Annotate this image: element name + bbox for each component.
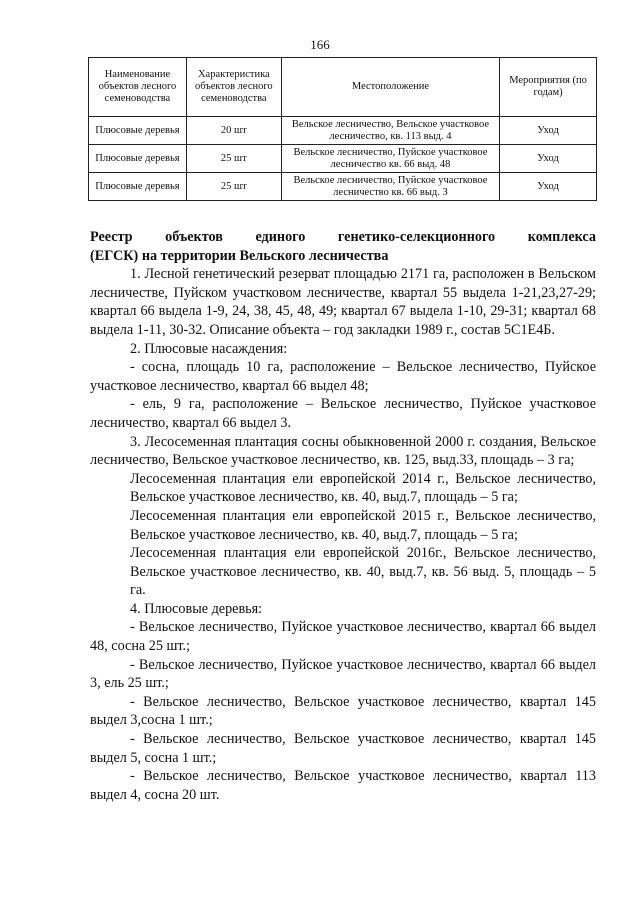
cell-location: Вельское лесничество, Вельское участковое лесничество, кв. 113 выд. 4: [281, 117, 499, 145]
seed-objects-table: [88, 57, 597, 201]
list-item: - Вельское лесничество, Вельское участковое лесничество, квартал 145 выдел 3,сосна 1 шт.;: [90, 693, 596, 729]
column-header-location: Местоположение: [281, 58, 499, 117]
list-item: - Вельское лесничество, Пуйское участковое лесничество, квартал 66 выдел 48, сосна 25 шт.;: [90, 619, 596, 655]
cell-name: Плюсовые деревья: [89, 173, 187, 201]
table-header-row: [89, 58, 597, 117]
cell-characteristics: 25 шт: [186, 173, 281, 201]
cell-name: Плюсовые деревья: [89, 117, 187, 145]
cell-location: Вельское лесничество, Пуйское участковое лесничество кв. 66 выд. 48: [281, 145, 499, 173]
cell-name: Плюсовые деревья: [89, 145, 187, 173]
list-item: Лесосеменная плантация ели европейской 2015 г., Вельское лесничество, Вельское участковое лесничество, кв. 40, выд.7, площадь – 5 га;: [130, 507, 596, 543]
table-row: [89, 145, 597, 173]
list-item: - Вельское лесничество, Вельское участковое лесничество, квартал 113 выдел 4, сосна 20 шт.: [90, 768, 596, 803]
list-item: - ель, 9 га, расположение – Вельское лесничество, Пуйское участковое лесничество, квартал 66 выдел 3.: [90, 396, 596, 431]
cell-location: Вельское лесничество, Пуйское участковое лесничество кв. 66 выд. 3: [281, 173, 499, 201]
column-header-name: Наименование объектов лесного семеноводства: [89, 58, 187, 117]
document-body: [90, 228, 596, 804]
paragraph-seed-plantation: 3. Лесосеменная плантация сосны обыкновенной 2000 г. создания, Вельское лесничество, Вельское участковое лесничество, кв. 125, выд.33, площадь – 3 га;: [90, 433, 596, 469]
section-heading-line-2: (ЕГСК) на территории Вельского лесничества: [90, 247, 389, 264]
cell-characteristics: 25 шт: [186, 145, 281, 173]
list-item: Лесосеменная плантация ели европейской 2016г., Вельское лесничество, Вельское участковое лесничество, кв. 40, выд.7, кв. 56 выд. 5, площадь – 5 га.: [130, 545, 596, 599]
column-header-activities: Мероприятия (по годам): [500, 58, 597, 117]
cell-characteristics: 20 шт: [186, 117, 281, 145]
cell-activities: Уход: [500, 117, 597, 145]
column-header-characteristics: Характеристика объектов лесного семеноводства: [186, 58, 281, 117]
cell-activities: Уход: [500, 145, 597, 173]
paragraph-genetic-reserve: 1. Лесной генетический резерват площадью 2171 га, расположен в Вельском лесничестве, Пуйском участковом лесничестве, квартал 55 выдела 1-21,23,27-29; квартал 66 выдела 1-9, 24, 38, 45, 48, 49; квартал 67 выдела 1-10, 29-31; квартал 68 выдела 1-11, 30-32. Описание объекта – год закладки 1989 г., состав 5С1Е4Б.: [90, 266, 596, 338]
table-row: [89, 117, 597, 145]
list-item: - Вельское лесничество, Вельское участковое лесничество, квартал 145 выдел 5, сосна 1 шт.;: [90, 731, 596, 766]
cell-activities: Уход: [500, 173, 597, 201]
list-item: - Вельское лесничество, Пуйское участковое лесничество, квартал 66 выдел 3, ель 25 шт.;: [90, 656, 596, 692]
paragraph-plus-stands-title: 2. Плюсовые насаждения:: [130, 340, 288, 357]
table-row: [89, 173, 597, 201]
list-item: - сосна, площадь 10 га, расположение – Вельское лесничество, Пуйское участковое лесничество, квартал 66 выдел 48;: [90, 359, 596, 394]
paragraph-plus-trees-title: 4. Плюсовые деревья:: [130, 600, 263, 617]
list-item: Лесосеменная плантация ели европейской 2014 г., Вельское лесничество, Вельское участковое лесничество, кв. 40, выд.7, площадь – 5 га;: [130, 470, 596, 506]
page-number: 166: [310, 37, 330, 52]
section-heading-line-1: Реестр объектов единого генетико-селекционного комплекса: [90, 229, 596, 245]
